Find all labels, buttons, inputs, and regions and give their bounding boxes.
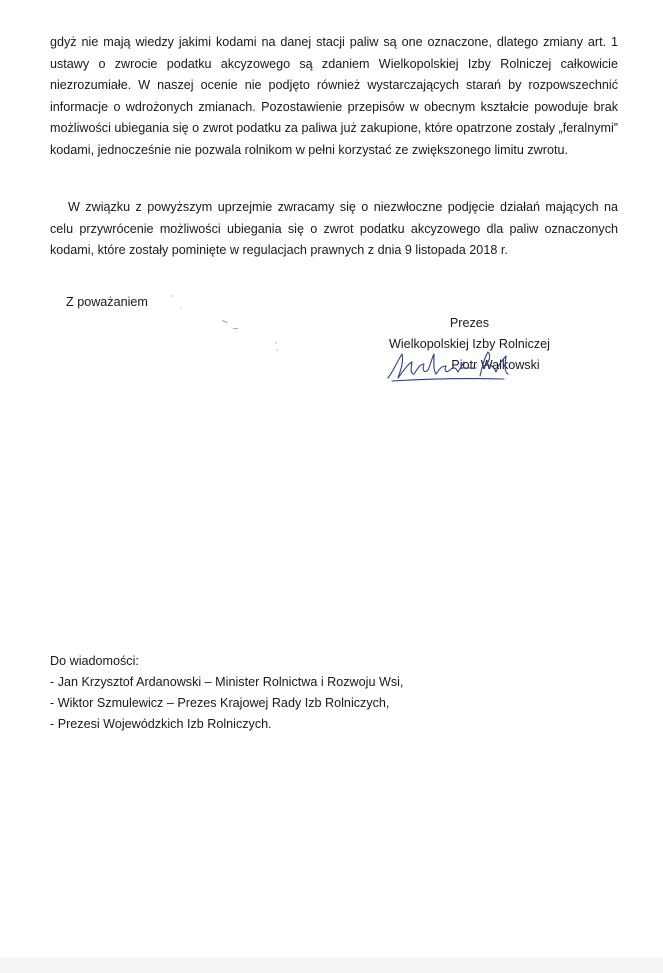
cc-recipient: - Prezesi Wojewódzkich Izb Rolniczych.	[50, 717, 272, 731]
signatory-name: Piotr Walkowski	[451, 358, 540, 372]
signatory-organization: Wielkopolskiej Izby Rolniczej	[389, 337, 550, 351]
speck	[276, 349, 278, 351]
signature-stroke	[388, 354, 414, 378]
body-paragraph-2: W związku z powyższym uprzejmie zwracamy się o niezwłoczne podjęcie działań mających na celu przywrócenie możliwości ubiegania się o zwrot podatku akcyzowego dla paliw oznaczonych kodami, które zostały pominięte w regulacjach prawnych z dnia 9 listopada 2018 r.	[50, 200, 618, 257]
cc-list	[50, 672, 403, 735]
speck	[233, 328, 238, 329]
cc-section	[50, 651, 403, 735]
speck	[222, 320, 228, 324]
signature-stroke	[480, 352, 508, 376]
handwritten-signature	[384, 348, 512, 384]
speck	[171, 295, 173, 297]
cc-heading: Do wiadomości:	[50, 654, 139, 668]
closing-salutation: Z poważaniem	[66, 295, 148, 309]
body-paragraph-1: gdyż nie mają wiedzy jakimi kodami na danej stacji paliw są one oznaczone, dlatego zmiany art. 1 ustawy o zwrocie podatku akcyzowego są zdaniem Wielkopolskiej Izby Rolniczej całkowicie niezrozumiałe. W naszej ocenie nie podjęto również wystarczających starań by rozpowszechnić informacje o wdrożonych zmianach. Pozostawienie przepisów w obecnym kształcie powoduje brak możliwości ubiegania się o zwrot podatku za paliwa już zakupione, które opatrzone zostały „feralnymi” kodami, jednocześnie nie pozwala rolnikom w pełni korzystać ze zwiększonego limitu zwrotu.	[50, 35, 618, 157]
page-bottom-edge	[0, 958, 663, 973]
signatory-role: Prezes	[449, 316, 490, 330]
cc-recipient: - Jan Krzysztof Ardanowski – Minister Rolnictwa i Rozwoju Wsi,	[50, 675, 404, 689]
signature-stroke	[414, 354, 436, 374]
speck	[180, 307, 181, 308]
speck	[275, 342, 277, 344]
signature-stroke	[392, 379, 504, 381]
cc-recipient: - Wiktor Szmulewicz – Prezes Krajowej Rady Izb Rolniczych,	[50, 696, 390, 710]
